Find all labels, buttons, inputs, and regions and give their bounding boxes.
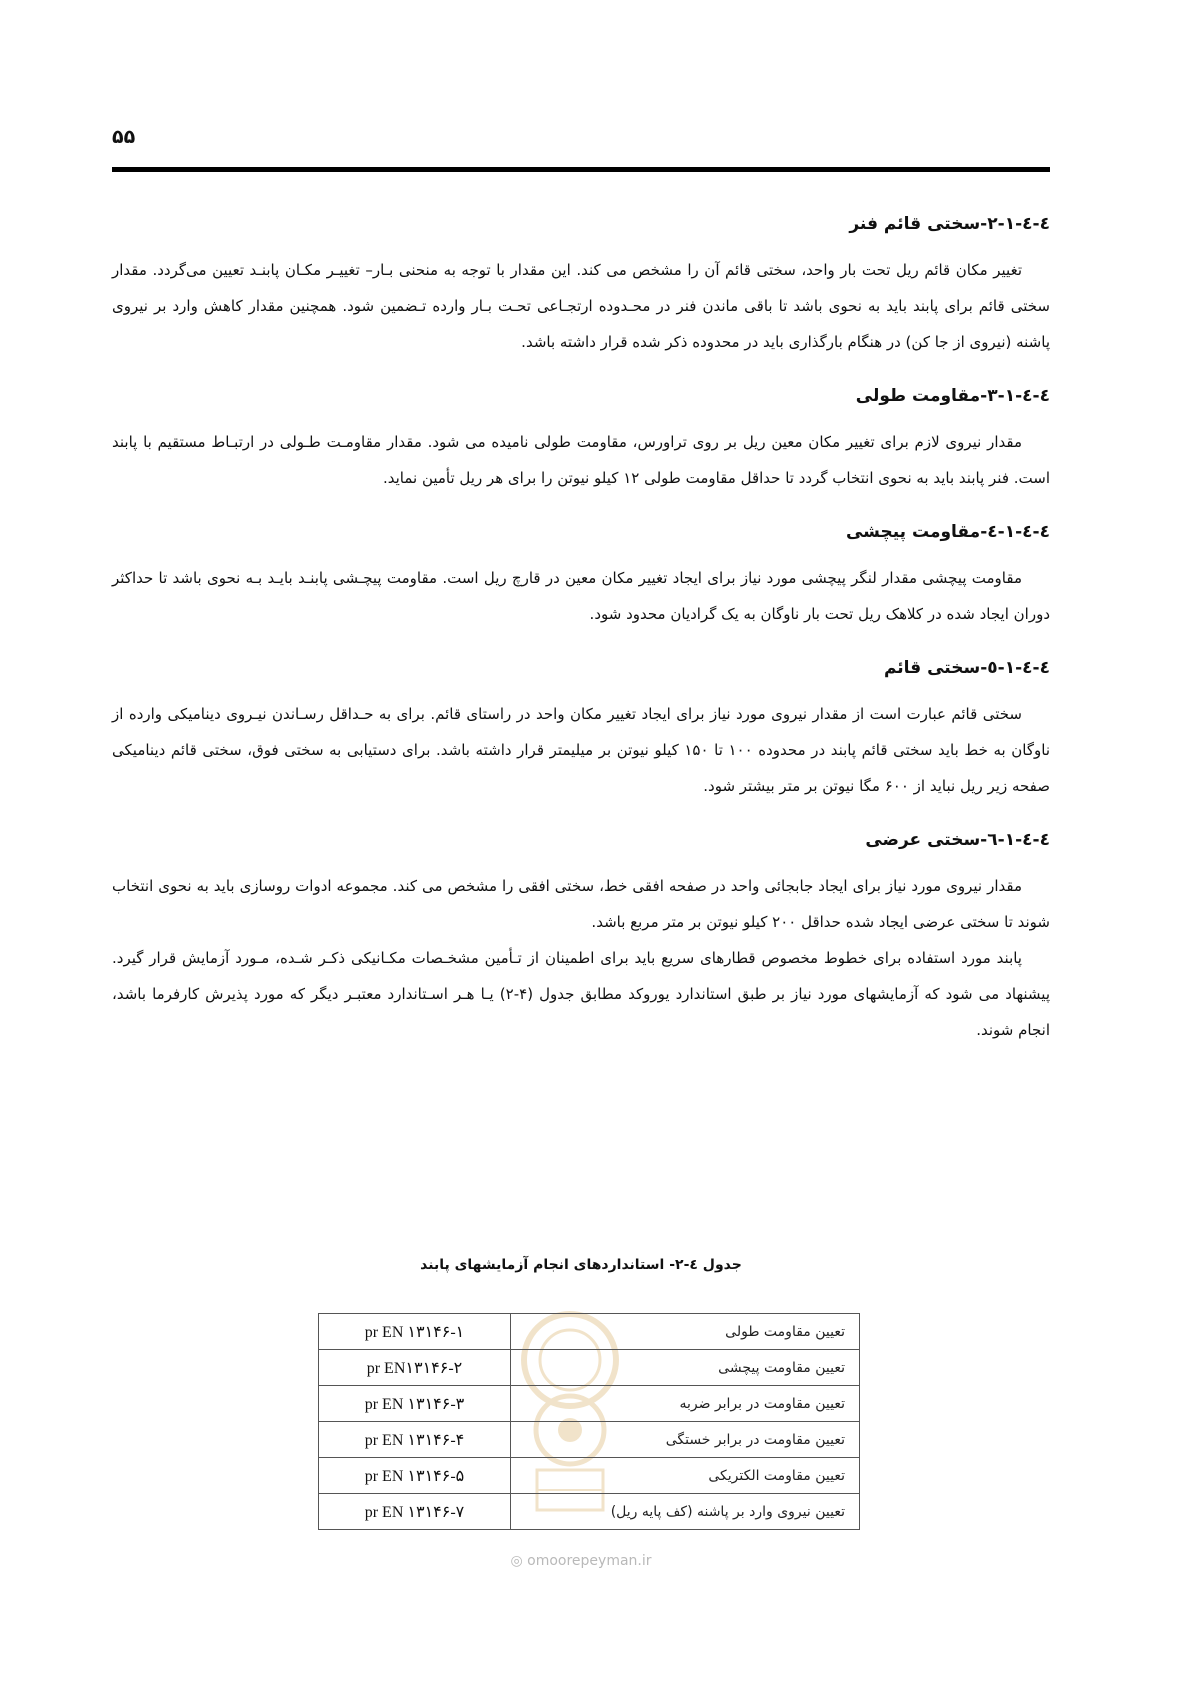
section-paragraph: مقدار نیروی مورد نیاز برای ایجاد جابجائی واحد در صفحه افقی خط، سختی افقی را مشخص می کند. مجموعه ادوات روسازی باید به نحوی انتخاب شوند تا سختی عرضی ایجاد شده حداقل ۲۰۰ کیلو نیوتن بر متر مربع باشد. xyxy=(112,877,1050,931)
test-description: تعیین مقاومت در برابر خستگی xyxy=(511,1422,860,1458)
section-vertical-spring-stiffness xyxy=(112,210,1050,360)
section-lateral-stiffness xyxy=(112,826,1050,1048)
test-description: تعیین نیروی وارد بر پاشنه (کف پایه ریل) xyxy=(511,1494,860,1530)
section-vertical-stiffness xyxy=(112,654,1050,804)
section-paragraph: سختی قائم عبارت است از مقدار نیروی مورد نیاز برای ایجاد تغییر مکان واحد در راستای قائم. برای به حـداقل رسـاندن نیـروی دینامیکی وارده از ناوگان به خط باید سختی قائم پابند در محدوده ۱۰۰ تا ۱۵۰ کیلو نیوتن بر میلیمتر قرار داشته باشد. برای دستیابی به سختی فوق، سختی قائم دینامیکی صفحه زیر ریل نباید از ۶۰۰ مگا نیوتن بر متر بیشتر شود. xyxy=(112,705,1050,795)
section-heading: ٤-٤-١-٦-سختی عرضی xyxy=(865,830,1050,850)
table-row xyxy=(319,1350,860,1386)
globe-icon: ◎ xyxy=(510,1553,523,1569)
standards-table xyxy=(318,1313,860,1530)
section-torsional-resistance xyxy=(112,518,1050,632)
section-heading: ٤-٤-١-٢-سختی قائم فنر xyxy=(849,214,1050,234)
test-description: تعیین مقاومت در برابر ضربه xyxy=(511,1386,860,1422)
standard-code: pr EN ۱۳۱۴۶-۳ xyxy=(319,1386,511,1422)
standard-code: pr EN۱۳۱۴۶-۲ xyxy=(319,1350,511,1386)
page-number: ۵۵ xyxy=(112,126,136,148)
section-heading: ٤-٤-١-٣-مقاومت طولی xyxy=(855,386,1050,406)
test-description: تعیین مقاومت پیچشی xyxy=(511,1350,860,1386)
section-heading: ٤-٤-١-٥-سختی قائم xyxy=(883,658,1050,678)
standard-code: pr EN ۱۳۱۴۶-۷ xyxy=(319,1494,511,1530)
header-rule xyxy=(112,167,1050,172)
table-row xyxy=(319,1458,860,1494)
section-paragraph: مقاومت پیچشی مقدار لنگر پیچشی مورد نیاز برای ایجاد تغییر مکان معین در قارچ ریل است. مقاومت پیچـشی پابنـد بایـد بـه نحوی باشد تا حداکثر دوران ایجاد شده در کلاهک ریل تحت بار ناوگان به یک گرادیان محدود شود. xyxy=(112,569,1050,623)
document-body xyxy=(112,210,1050,1048)
test-description: تعیین مقاومت الکتریکی xyxy=(511,1458,860,1494)
section-paragraph: پابند مورد استفاده برای خطوط مخصوص قطارهای سریع باید برای اطمینان از تـأمین مشخـصات مکـانیکی ذکـر شـده، مـورد آزمایش قرار گیرد. پیشنهاد می شود که آزمایشهای مورد نیاز بر طبق استاندارد یوروکد مطابق جدول (۴-۲) یـا هـر اسـتاندارد معتبـر دیگر که مورد پذیرش کارفرما باشد، انجام شوند. xyxy=(112,949,1050,1039)
table-row xyxy=(319,1386,860,1422)
section-paragraph: مقدار نیروی لازم برای تغییر مکان معین ریل بر روی تراورس، مقاومت طولی نامیده می شود. مقدار مقاومـت طـولی در ارتبـاط مستقیم با پابند است. فنر پابند باید به نحوی انتخاب گردد تا حداقل مقاومت طولی ۱۲ کیلو نیوتن را برای هر ریل تأمین نماید. xyxy=(112,433,1050,487)
footer-watermark xyxy=(112,1553,1050,1569)
standard-code: pr EN ۱۳۱۴۶-۴ xyxy=(319,1422,511,1458)
test-description: تعیین مقاومت طولی xyxy=(511,1314,860,1350)
standard-code: pr EN ۱۳۱۴۶-۱ xyxy=(319,1314,511,1350)
table-row xyxy=(319,1422,860,1458)
watermark-text: omoorepeyman.ir xyxy=(527,1553,652,1569)
section-longitudinal-resistance xyxy=(112,382,1050,496)
table-row xyxy=(319,1494,860,1530)
section-paragraph: تغییر مکان قائم ریل تحت بار واحد، سختی قائم آن را مشخص می کند. این مقدار با توجه به منحنی بـار– تغییـر مکـان پابنـد تعیین می‌گردد. مقدار سختی قائم برای پابند باید به نحوی باشد تا باقی ماندن فنر در محـدوده ارتجـاعی تحـت بـار وارده تـضمین شود. همچنین مقدار کاهش وارد بر نیروی پاشنه (نیروی از جا کن) در هنگام بارگذاری باید در محدوده ذکر شده قرار داشته باشد. xyxy=(112,261,1050,351)
table-caption: جدول ٤-٢- استانداردهای انجام آزمایشهای پابند xyxy=(420,1257,742,1273)
table-row xyxy=(319,1314,860,1350)
section-heading: ٤-٤-١-٤-مقاومت پیچشی xyxy=(845,522,1050,542)
standard-code: pr EN ۱۳۱۴۶-۵ xyxy=(319,1458,511,1494)
